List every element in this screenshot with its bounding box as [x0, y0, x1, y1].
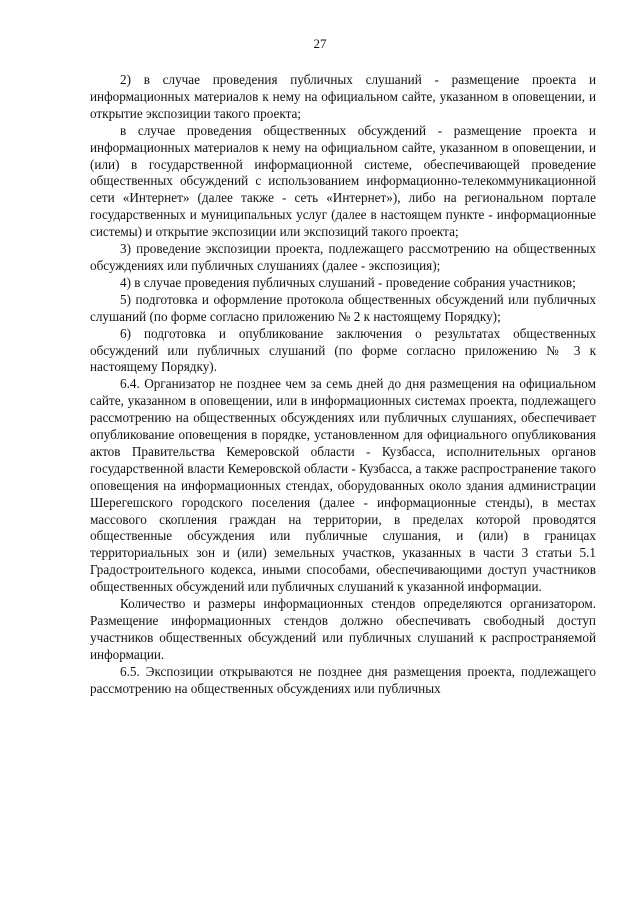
paragraph-item-2-public-hearings: 2) в случае проведения публичных слушаний - размещение проекта и информационных материалов к нему на официальном сайте, указанном в оповещении, и открытие экспозиции такого проекта; [90, 72, 596, 121]
paragraph-item-6-conclusion: 6) подготовка и опубликование заключения о результатах общественных обсуждений или публичных слушаний (по форме согласно приложению № 3 к настоящему Порядку). [90, 325, 596, 375]
page-number: 27 [313, 36, 327, 51]
paragraph-information-stands: Количество и размеры информационных стендов определяются организатором. Размещение информационных стендов должно обеспечивать свободный доступ участников общественных обсуждений или публичных слушаний к распространяемой информации. [90, 596, 596, 662]
paragraph-section-6-5: 6.5. Экспозиции открываются не позднее дня размещения проекта, подлежащего рассмотрению на общественных обсуждениях или публичных [90, 663, 596, 696]
paragraph-public-discussions: в случае проведения общественных обсуждений - размещение проекта и информационных материалов к нему на официальном сайте, указанном в оповещении, и (или) в государственной информационной системе, обеспечивающей проведение общественных обсуждений с использованием информационно-телекоммуникационной сети «Интернет» (далее также - сеть «Интернет»), либо на региональном портале государственных и муниципальных услуг (далее в настоящем пункте - информационные системы) и открытие экспозиции или экспозиций такого проекта; [90, 122, 596, 240]
paragraph-item-3-exposition: 3) проведение экспозиции проекта, подлежащего рассмотрению на общественных обсуждениях или публичных слушаниях (далее - экспозиция); [90, 241, 596, 273]
document-body [90, 72, 596, 698]
paragraph-section-6-4: 6.4. Организатор не позднее чем за семь дней до дня размещения на официальном сайте, указанном в оповещении, или в информационных системах проекта, подлежащего рассмотрению на общественных обсуждениях или публичных слушаниях, обеспечивает опубликование оповещения в порядке, установленном для официального опубликования актов Правительства Кемеровской области - Кузбасса, исполнительных органов государственной власти Кемеровской области - Кузбасса, а также распространение такого оповещения на информационных стендах, оборудованных около здания администрации Шерегешского городского поселения (далее - информационные стенды), в местах массового скопления граждан на территории, в пределах которой проводятся общественные обсуждения или публичные слушания, и (или) в границах территориальных зон и (или) земельных участков, указанных в части 3 статьи 5.1 Градостроительного кодекса, иными способами, обеспечивающими доступ участников общественных обсуждений или публичных слушаний к указанной информации. [90, 376, 596, 595]
paragraph-item-5-protocol: 5) подготовка и оформление протокола общественных обсуждений или публичных слушаний (по форме согласно приложению № 2 к настоящему Порядку); [90, 291, 596, 324]
paragraph-item-4-meeting: 4) в случае проведения публичных слушаний - проведение собрания участников; [120, 274, 576, 290]
